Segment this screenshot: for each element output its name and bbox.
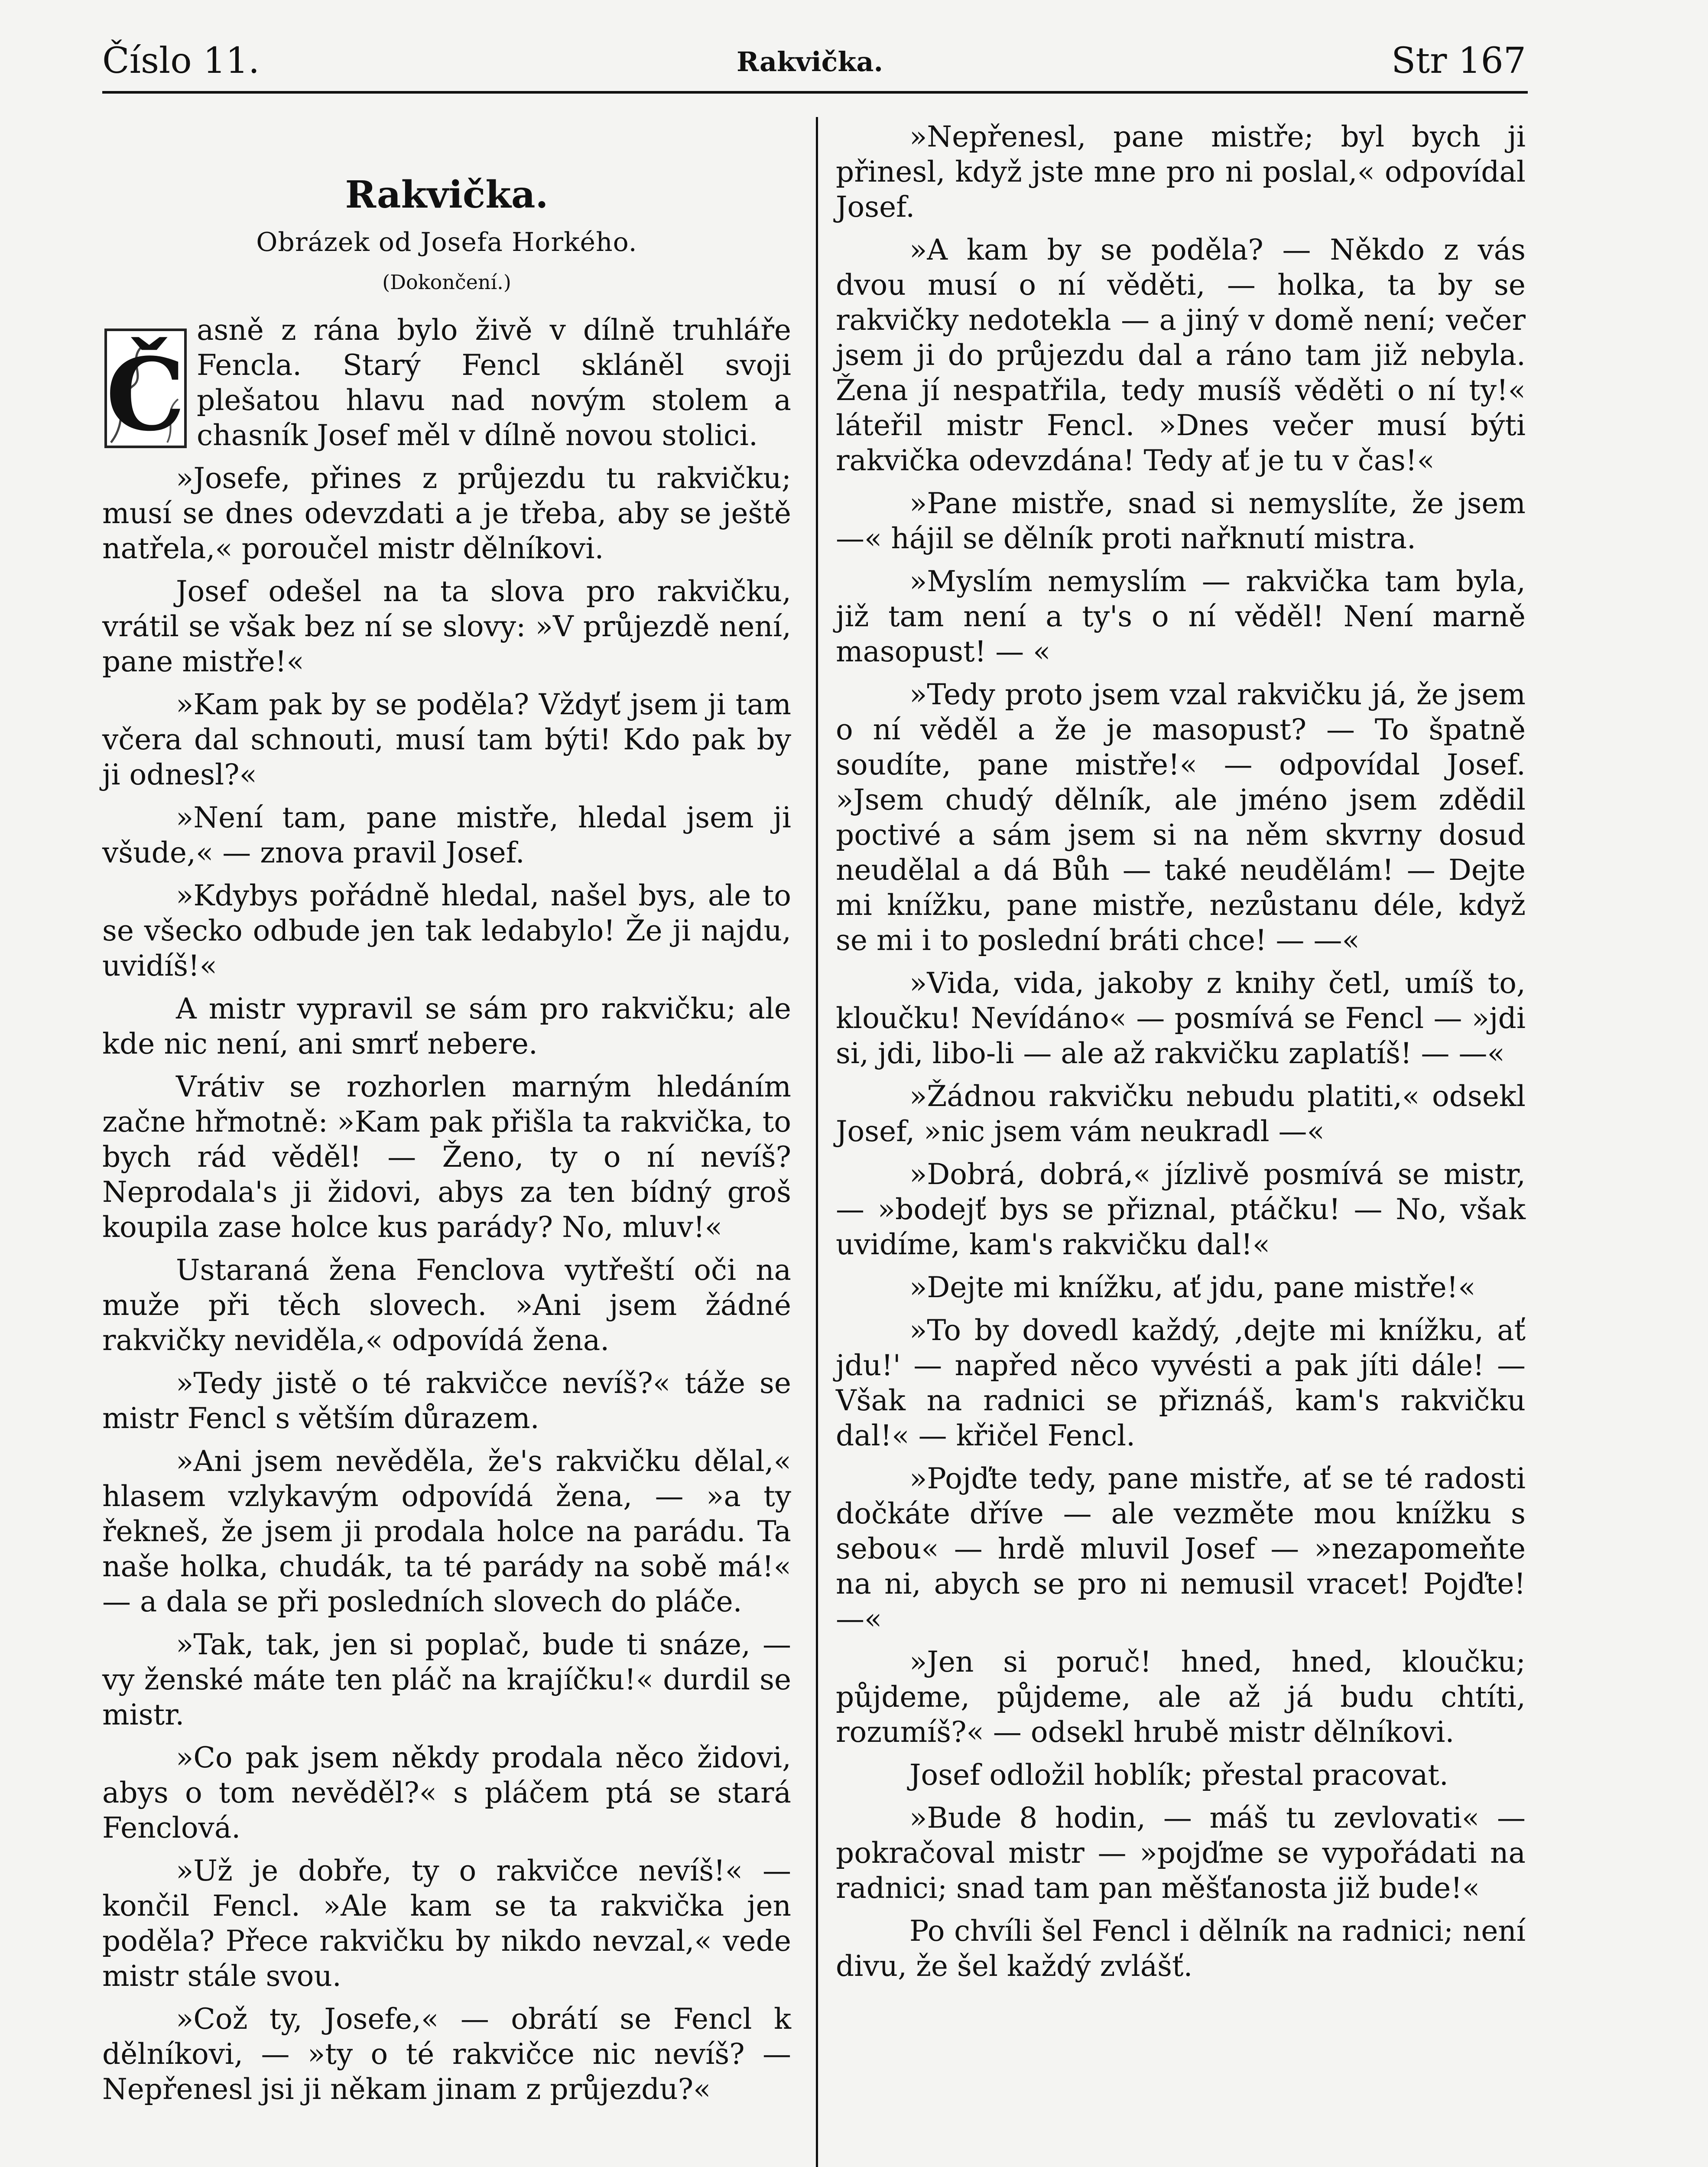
- paragraph: »Kdybys pořádně hledal, našel bys, ale to se všecko odbude jen tak ledabylo! Že ji najdu, uvidíš!«: [102, 879, 791, 983]
- paragraph: »Což ty, Josefe,« — obrátí se Fencl k dělníkovi, — »ty o té rakvičce nic nevíš? — Nepřenesl jsi ji někam jinam z průjezdu?«: [102, 2002, 791, 2106]
- paragraph: »A kam by se poděla? — Někdo z vás dvou musí o ní věděti, — holka, ta by se rakvičky nedotekla — a jiný v domě není; večer jsem ji do průjezdu dal a ráno tam již nebyla. Žena jí nespatřila, tedy musíš věděti o ní ty!« láteřil mistr Fencl. »Dnes večer musí býti rakvička odevzdána! Tedy ať je tu v čas!«: [836, 233, 1526, 477]
- continuation-note: (Dokončení.): [382, 270, 511, 294]
- left-column: [102, 171, 791, 2115]
- paragraph: »Bude 8 hodin, — máš tu zevlovati« — pokračoval mistr — »pojďme se vypořádati na radnici; snad tam pan měšťanosta již bude!«: [836, 1801, 1526, 1905]
- paragraph: »Tedy proto jsem vzal rakvičku já, že jsem o ní věděl a že je masopust? — To špatně soudíte, pane mistře!« — odpovídal Josef. »Jsem chudý dělník, ale jméno jsem zdědil poctivé a sám jsem si na něm skvrny dosud neudělal a dá Bůh — také neudělám! — Dejte mi knížku, pane mistře, nezůstanu déle, když se mi i to poslední bráti chce! — —«: [836, 678, 1526, 957]
- paragraph: »Myslím nemyslím — rakvička tam byla, již tam není a ty's o ní věděl! Není marně masopust! — «: [836, 565, 1526, 668]
- paragraph: »Tak, tak, jen si poplač, bude ti snáze, — vy ženské máte ten pláč na krajíčku!« durdil se mistr.: [102, 1628, 791, 1731]
- drop-cap-icon: [102, 312, 189, 451]
- paragraph: »Není tam, pane mistře, hledal jsem ji všude,« — znova pravil Josef.: [102, 801, 791, 869]
- paragraph: Josef odložil hoblík; přestal pracovat.: [909, 1758, 1448, 1792]
- article-title: Rakvička.: [345, 173, 549, 217]
- paragraph-text: asně z rána bylo živě v dílně truhláře Fencla. Starý Fencl skláněl svoji plešatou hlavu nad novým stolem a chasník Josef měl v dílně novou stolici.: [197, 313, 791, 452]
- paragraph: »Ani jsem nevěděla, že's rakvičku dělal,« hlasem vzlykavým odpovídá žena, — »a ty řekneš, že jsem ji prodala holce na parádu. Ta naše holka, chudák, ta té parády na sobě má!« — a dala se při posledních slovech do pláče.: [102, 1445, 791, 1618]
- paragraph: »Kam pak by se poděla? Vždyť jsem ji tam včera dal schnouti, musí tam býti! Kdo pak by ji odnesl?«: [102, 688, 791, 791]
- paragraph: »Pojďte tedy, pane mistře, ať se té radosti dočkáte dříve — ale vezměte mou knížku s sebou« — hrdě mluvil Josef — »nezapomeňte na ni, abych se pro ni nemusil vracet! Pojďte! —«: [836, 1462, 1526, 1636]
- paragraph: Josef odešel na ta slova pro rakvičku, vrátil se však bez ní se slovy: »V průjezdě není, pane mistře!«: [102, 575, 791, 678]
- paragraph: »Dejte mi knížku, ať jdu, pane mistře!«: [909, 1271, 1476, 1304]
- header-rule: [102, 91, 1528, 94]
- running-title: Rakvička.: [737, 46, 883, 78]
- paragraph: A mistr vypravil se sám pro rakvičku; ale kde nic není, ani smrť nebere.: [102, 992, 791, 1061]
- right-column: [836, 119, 1526, 1991]
- first-paragraph: [102, 312, 791, 453]
- article-subtitle: Obrázek od Josefa Horkého.: [256, 227, 637, 257]
- paragraph: »Josefe, přines z průjezdu tu rakvičku; musí se dnes odevzdati a je třeba, aby se ještě natřela,« poroučel mistr dělníkovi.: [102, 462, 791, 565]
- paragraph: »Už je dobře, ty o rakvičce nevíš!« — končil Fencl. »Ale kam se ta rakvička jen poděla? Přece rakvičku by nikdo nevzal,« vede mistr stále svou.: [102, 1854, 791, 1993]
- paragraph: »Tedy jistě o té rakvičce nevíš?« táže se mistr Fencl s větším důrazem.: [102, 1367, 791, 1435]
- paragraph: »Nepřenesl, pane mistře; byl bych ji přinesl, když jste mne pro ni poslal,« odpovídal Josef.: [836, 120, 1526, 224]
- paragraph: »Pane mistře, snad si nemyslíte, že jsem —« hájil se dělník proti nařknutí mistra.: [836, 487, 1526, 555]
- paragraph: »Vida, vida, jakoby z knihy četl, umíš to, kloučku! Nevídáno« — posmívá se Fencl — »jdi si, jdi, libo-li — ale až rakvičku zaplatíš! — —«: [836, 966, 1526, 1070]
- paragraph: »To by dovedl každý, ‚dejte mi knížku, ať jdu!' — napřed něco vyvésti a pak jíti dále! — Však na radnici se přiznáš, kam's rakvičku dal!« — křičel Fencl.: [836, 1314, 1526, 1452]
- paragraph: »Jen si poruč! hned, hned, kloučku; půjdeme, půjdeme, ale až já budu chtíti, rozumíš?« — odsekl hrubě mistr dělníkovi.: [836, 1645, 1526, 1749]
- paragraph: Vrátiv se rozhorlen marným hledáním začne hřmotně: »Kam pak přišla ta rakvička, to bych rád věděl! — Ženo, ty o ní nevíš? Neprodala's ji židovi, abys za ten bídný groš koupila zase holce kus parády? No, mluv!«: [102, 1070, 791, 1244]
- paragraph: »Žádnou rakvičku nebudu platiti,« odsekl Josef, »nic jsem vám neukradl —«: [836, 1080, 1526, 1148]
- paragraph: »Co pak jsem někdy prodala něco židovi, abys o tom nevěděl?« s pláčem ptá se stará Fenclová.: [102, 1741, 791, 1845]
- issue-number: Číslo 11.: [102, 40, 260, 81]
- paragraph: Po chvíli šel Fencl i dělník na radnici; není divu, že šel každý zvlášť.: [836, 1914, 1526, 1983]
- paragraph: »Dobrá, dobrá,« jízlivě posmívá se mistr, — »bodejť bys se přiznal, ptáčku! — No, však uvidíme, kam's rakvičku dal!«: [836, 1158, 1526, 1261]
- drop-cap-letter: Č: [106, 336, 185, 451]
- paragraph: Ustaraná žena Fenclova vytřeští oči na muže při těch slovech. »Ani jsem žádné rakvičky neviděla,« odpovídá žena.: [102, 1253, 791, 1357]
- column-divider: [816, 117, 818, 2167]
- page-number: Str 167: [1391, 40, 1526, 81]
